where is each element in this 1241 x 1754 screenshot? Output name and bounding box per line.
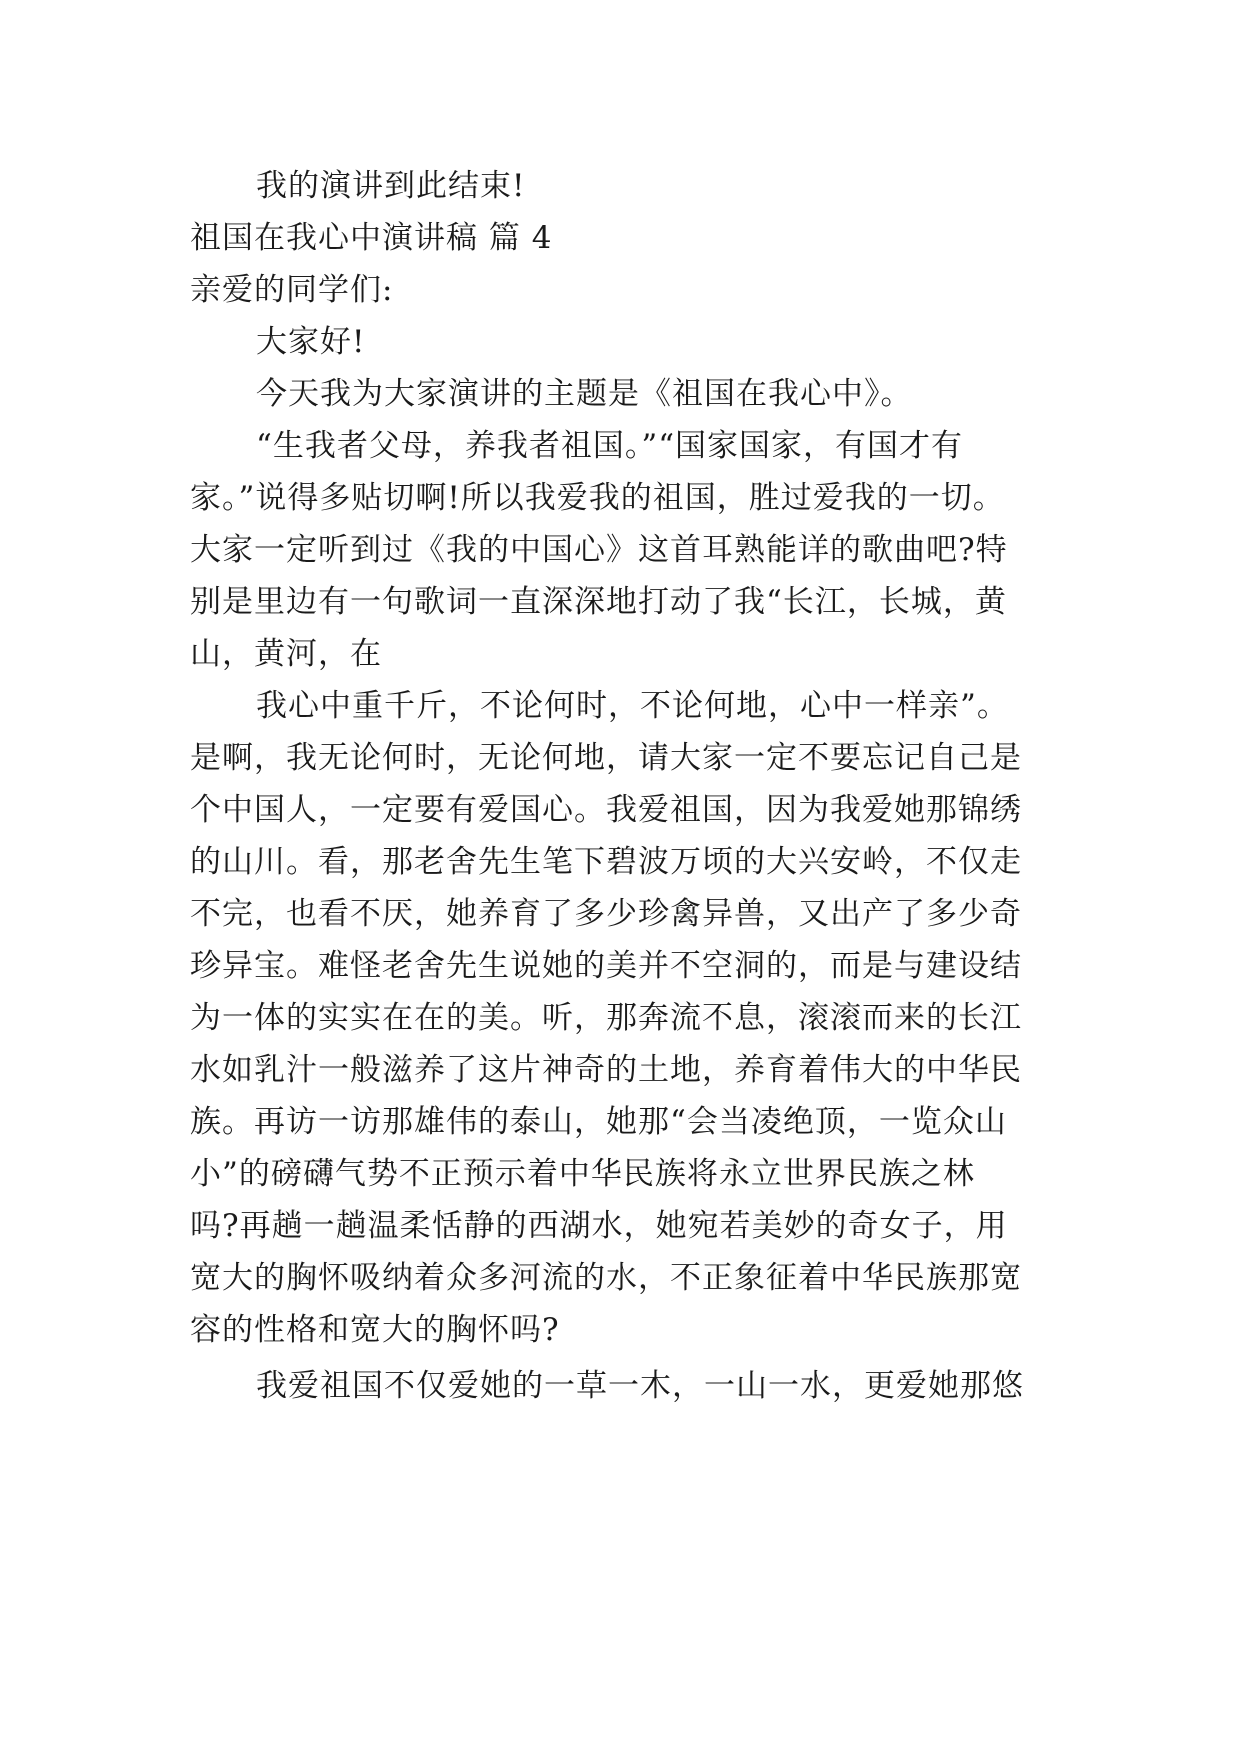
paragraph-line: 家。”说得多贴切啊!所以我爱我的祖国，胜过爱我的一切。 (190, 480, 1005, 516)
paragraph-line: 吗?再趟一趟温柔恬静的西湖水，她宛若美妙的奇女子，用 (190, 1208, 1008, 1244)
paragraph-line: 不完，也看不厌，她养育了多少珍禽异兽，又出产了多少奇 (190, 896, 1022, 932)
paragraph-line: 珍异宝。难怪老舍先生说她的美并不空洞的，而是与建设结 (190, 948, 1022, 984)
document-body (190, 160, 1070, 1412)
salutation: 亲爱的同学们: (190, 272, 394, 308)
paragraph-line: 山，黄河，在 (190, 636, 382, 672)
paragraph-line: 水如乳汁一般滋养了这片神奇的土地，养育着伟大的中华民 (190, 1052, 1022, 1088)
paragraph-line: 大家一定听到过《我的中国心》这首耳熟能详的歌曲吧?特 (190, 532, 1008, 568)
paragraph-line: 别是里边有一句歌词一直深深地打动了我“长江，长城，黄 (190, 584, 1007, 620)
paragraph-line: 我爱祖国不仅爱她的一草一木，一山一水，更爱她那悠 (256, 1368, 1024, 1404)
paragraph-line: 为一体的实实在在的美。听，那奔流不息，滚滚而来的长江 (190, 1000, 1022, 1036)
paragraph-1 (190, 420, 1070, 680)
section-title: 祖国在我心中演讲稿 篇 4 (190, 220, 553, 256)
paragraph-line: 个中国人，一定要有爱国心。我爱祖国，因为我爱她那锦绣 (190, 792, 1022, 828)
paragraph-line: 的山川。看，那老舍先生笔下碧波万顷的大兴安岭，不仅走 (190, 844, 1022, 880)
paragraph-3 (190, 1360, 1070, 1412)
paragraph-line: 是啊，我无论何时，无论何地，请大家一定不要忘记自己是 (190, 740, 1022, 776)
closing-line: 我的演讲到此结束! (256, 168, 526, 204)
paragraph-line: “生我者父母，养我者祖国。”“国家国家，有国才有 (256, 428, 964, 464)
paragraph-line: 小”的磅礴气势不正预示着中华民族将永立世界民族之林 (190, 1156, 975, 1192)
topic-line: 今天我为大家演讲的主题是《祖国在我心中》。 (256, 376, 913, 412)
paragraph-line: 宽大的胸怀吸纳着众多河流的水，不正象征着中华民族那宽 (190, 1260, 1022, 1296)
greeting: 大家好! (256, 324, 366, 360)
paragraph-line: 我心中重千斤，不论何时，不论何地，心中一样亲”。 (256, 688, 1009, 724)
paragraph-2 (190, 680, 1070, 1356)
paragraph-line: 容的性格和宽大的胸怀吗? (190, 1312, 560, 1348)
paragraph-line: 族。再访一访那雄伟的泰山，她那“会当凌绝顶，一览众山 (190, 1104, 1007, 1140)
